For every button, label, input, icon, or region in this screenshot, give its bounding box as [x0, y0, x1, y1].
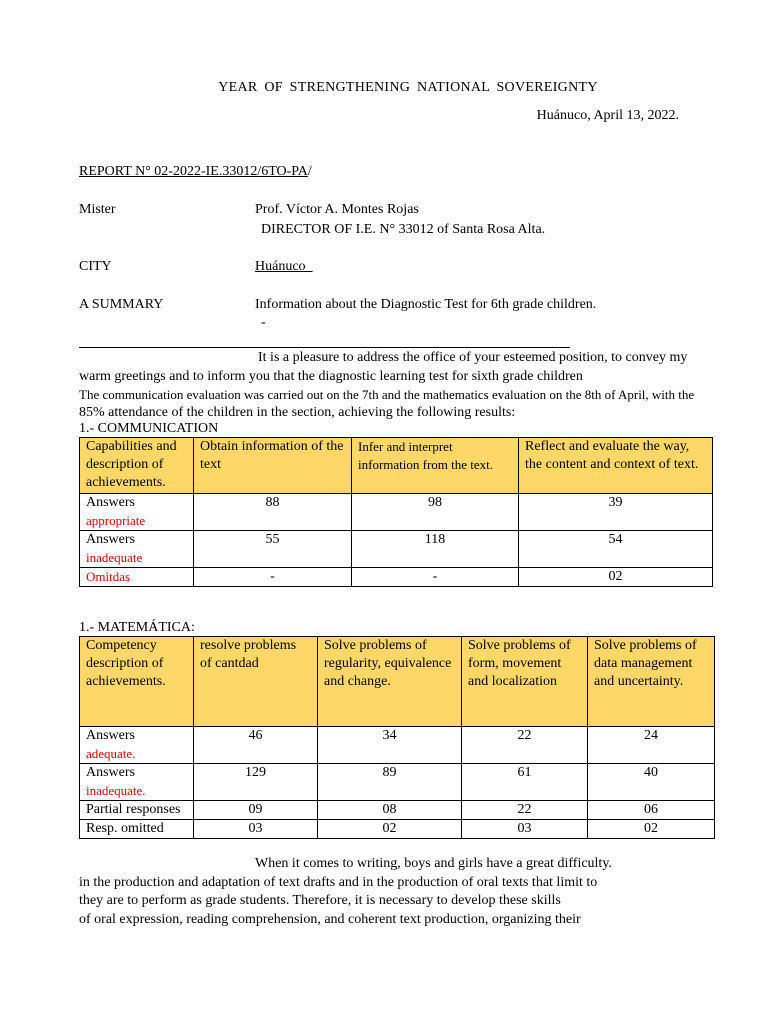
- row-label-highlight: Omitdas: [80, 568, 194, 587]
- summary-dash: -: [261, 315, 266, 330]
- row-label-highlight: inadequate.: [86, 783, 146, 798]
- city-label: CITY: [79, 259, 112, 274]
- communication-header-cell: Reflect and evaluate the way, the content and context of text.: [519, 438, 713, 494]
- separator-line: [79, 347, 570, 348]
- mathematics-table: [79, 636, 715, 839]
- communication-section-title: 1.- COMMUNICATION: [79, 421, 219, 436]
- intro-line-1: It is a pleasure to address the office of your esteemed position, to convey my: [258, 350, 688, 365]
- closing-line-2: in the production and adaptation of text drafts and in the production of oral texts that limit to: [79, 875, 598, 890]
- table-cell: 98: [352, 494, 519, 531]
- communication-header-cell: Capabilities and description of achievements.: [80, 438, 194, 494]
- document-date: Huánuco, April 13, 2022.: [536, 108, 679, 123]
- mathematics-header-cell: Solve problems of data management and uncertainty.: [588, 637, 715, 727]
- table-cell: 55: [194, 531, 352, 568]
- document-title: YEAR OF STRENGTHENING NATIONAL SOVEREIGNTY: [218, 80, 598, 95]
- table-cell: 03: [194, 820, 318, 839]
- table-cell: 22: [462, 727, 588, 764]
- table-cell: 22: [462, 801, 588, 820]
- table-cell: 24: [588, 727, 715, 764]
- mathematics-header-cell: Solve problems of regularity, equivalence and change.: [318, 637, 462, 727]
- addressee-position: DIRECTOR OF I.E. N° 33012 of Santa Rosa Alta.: [261, 222, 546, 237]
- table-cell: 02: [588, 820, 715, 839]
- mathematics-header-cell: Competency description of achievements.: [80, 637, 194, 727]
- table-cell: 02: [519, 568, 713, 587]
- row-label-text: Answers: [86, 532, 135, 547]
- mathematics-section-title: 1.- MATEMÁTICA:: [79, 620, 195, 635]
- row-label: [80, 531, 194, 568]
- table-cell: 08: [318, 801, 462, 820]
- table-row: [80, 764, 715, 801]
- intro-line-3: The communication evaluation was carried out on the 7th and the mathematics evaluation on the 8th of April, with the: [79, 387, 695, 402]
- row-label-highlight: inadequate: [86, 550, 143, 565]
- city-value: [255, 259, 313, 275]
- table-row: [80, 801, 715, 820]
- table-cell: 03: [462, 820, 588, 839]
- summary-label: A SUMMARY: [79, 297, 164, 312]
- communication-table: [79, 437, 713, 587]
- row-label-text: Answers: [86, 495, 135, 510]
- row-label-text: Answers: [86, 765, 135, 780]
- table-cell: 89: [318, 764, 462, 801]
- closing-line-4: of oral expression, reading comprehension, and coherent text production, organizing their: [79, 912, 581, 927]
- table-row: [80, 820, 715, 839]
- row-label: [80, 494, 194, 531]
- communication-header-cell: Obtain information of the text: [194, 438, 352, 494]
- row-label: [80, 764, 194, 801]
- communication-header-row: [80, 438, 713, 494]
- table-cell: 09: [194, 801, 318, 820]
- closing-line-1: When it comes to writing, boys and girls have a great difficulty.: [255, 856, 612, 871]
- row-label-text: Answers: [86, 728, 135, 743]
- table-cell: 46: [194, 727, 318, 764]
- report-number: [79, 164, 312, 180]
- table-cell: 34: [318, 727, 462, 764]
- table-row: [80, 568, 713, 587]
- mathematics-header-cell: resolve problems of cantdad: [194, 637, 318, 727]
- communication-header-cell: Infer and interpret information from the text.: [352, 438, 519, 494]
- mathematics-header-cell: Solve problems of form, movement and localization: [462, 637, 588, 727]
- table-row: [80, 531, 713, 568]
- table-cell: 02: [318, 820, 462, 839]
- addressee-name: Prof. Víctor A. Montes Rojas: [255, 202, 419, 217]
- closing-line-3: they are to perform as grade students. Therefore, it is necessary to develop these skills: [79, 893, 561, 908]
- row-label: [80, 727, 194, 764]
- intro-line-4: 85% attendance of the children in the section, achieving the following results:: [79, 405, 516, 420]
- row-label-highlight: appropriate: [86, 513, 146, 528]
- report-number-text: REPORT N° 02-2022-IE.33012/6TO-PA: [79, 164, 308, 179]
- table-cell: 39: [519, 494, 713, 531]
- table-cell: 88: [194, 494, 352, 531]
- table-cell: -: [194, 568, 352, 587]
- table-row: [80, 727, 715, 764]
- table-cell: 129: [194, 764, 318, 801]
- report-number-slash: /: [307, 164, 312, 179]
- table-cell: -: [352, 568, 519, 587]
- row-label-highlight: adequate.: [86, 746, 136, 761]
- summary-value: Information about the Diagnostic Test for 6th grade children.: [255, 297, 597, 312]
- table-cell: 06: [588, 801, 715, 820]
- table-cell: 40: [588, 764, 715, 801]
- row-label-text: Resp. omitted: [80, 820, 194, 839]
- mathematics-header-row: [80, 637, 715, 727]
- intro-line-2: warm greetings and to inform you that the diagnostic learning test for sixth grade children: [79, 369, 583, 384]
- table-cell: 118: [352, 531, 519, 568]
- table-cell: 54: [519, 531, 713, 568]
- row-label-text: Partial responses: [80, 801, 194, 820]
- table-cell: 61: [462, 764, 588, 801]
- city-value-text: Huánuco: [255, 259, 306, 274]
- addressee-label: Mister: [79, 202, 116, 217]
- table-row: [80, 494, 713, 531]
